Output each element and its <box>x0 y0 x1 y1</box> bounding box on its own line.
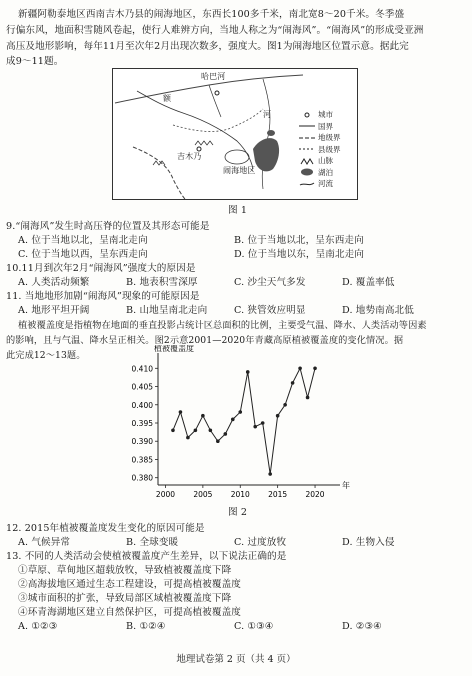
city-habahe <box>215 91 219 95</box>
x-tick-label: 2005 <box>193 490 213 499</box>
data-point <box>306 396 310 400</box>
x-tick-label: 2000 <box>155 490 176 499</box>
y-tick-label: 0.390 <box>131 437 153 447</box>
legend-lake: 湖泊 <box>318 167 333 177</box>
y-tick-label: 0.410 <box>131 364 153 374</box>
y-tick-label: 0.395 <box>131 419 153 428</box>
q10-option-c[interactable]: C. 沙尘天气多发 <box>234 277 306 288</box>
legend-county-border: 县级界 <box>318 144 341 154</box>
intro-line-4: 成9～11题。 <box>6 56 64 67</box>
data-point <box>209 428 213 432</box>
intro-line-2: 行偏东风，地面积雪随风卷起，使行人难辨方向，当地人称之为“闹海风”。“闹海风”的形成受亚洲 <box>6 25 424 36</box>
data-point <box>261 421 265 425</box>
q12-option-d[interactable]: D. 生物入侵 <box>342 537 395 548</box>
q13-statement-1: ①草原、草甸地区超载放牧，导致植被覆盖度下降 <box>18 565 232 576</box>
legend-river: 河流 <box>318 179 333 189</box>
q10-stem: 10.11月到次年2月“闹海风”强度大的原因是 <box>6 263 196 274</box>
q11-option-b[interactable]: B. 山地呈南北走向 <box>126 305 208 316</box>
q12-option-b[interactable]: B. 全球变暖 <box>126 537 179 548</box>
data-point <box>291 381 295 385</box>
data-point <box>298 366 302 370</box>
lake-small <box>267 130 275 136</box>
q12-option-a[interactable]: A. 气候异常 <box>18 537 71 548</box>
q13-option-a[interactable]: A. ①②③ <box>18 621 58 632</box>
q9-option-a[interactable]: A. 位于当地以北，呈南北走向 <box>18 235 148 246</box>
data-point <box>313 366 317 370</box>
data-point <box>186 436 190 440</box>
figure-1-caption: 图 1 <box>228 205 248 216</box>
intro2-line-2: 的影响，且与气温、降水呈正相关。图2示意2001—2020年青藏高原植被覆盖度的变化情况。据 <box>6 335 404 346</box>
data-point <box>231 418 235 422</box>
y-tick-label: 0.385 <box>131 455 153 465</box>
data-point <box>283 403 287 407</box>
data-point <box>238 410 242 414</box>
data-point <box>216 439 220 443</box>
q9-option-c[interactable]: C. 位于当地以西，呈东西走向 <box>18 249 148 260</box>
x-tick-label: 2010 <box>230 490 250 499</box>
y-axis-title: 植被覆盖度 <box>154 345 194 353</box>
q12-stem: 12. 2015年植被覆盖度发生变化的原因可能是 <box>6 523 205 534</box>
q10-option-d[interactable]: D. 覆盖率低 <box>342 277 395 288</box>
data-point <box>224 432 228 436</box>
q13-option-d[interactable]: D. ②③④ <box>342 621 382 632</box>
data-point <box>179 410 183 414</box>
map-legend <box>299 109 341 190</box>
y-tick-label: 0.405 <box>131 382 153 392</box>
data-point <box>201 414 205 418</box>
label-habahe: 哈巴河 <box>201 72 226 81</box>
q11-option-a[interactable]: A. 地形平坦开阔 <box>18 305 90 316</box>
q9-stem: 9.“闹海风”发生时高压脊的位置及其形态可能是 <box>6 221 210 232</box>
q11-option-c[interactable]: C. 狭管效应明显 <box>234 305 306 316</box>
intro2-line-3: 此完成12～13题。 <box>6 350 86 361</box>
river-habahe <box>209 85 221 117</box>
x-axis-title: 年 <box>342 481 350 490</box>
q13-option-b[interactable]: B. ①②④ <box>126 621 166 632</box>
chart-svg <box>118 345 358 505</box>
naohai-area <box>225 150 249 164</box>
q11-stem: 11. 当地地形加剧“闹海风”现象的可能原因是 <box>6 291 200 302</box>
q13-option-c[interactable]: C. ①③④ <box>234 621 274 632</box>
q10-option-a[interactable]: A. 人类活动频繁 <box>18 277 90 288</box>
label-naohai: 闹海地区 <box>223 166 256 175</box>
legend-city: 城市 <box>318 110 333 120</box>
label-jimunai: 吉木乃 <box>177 152 202 161</box>
y-tick-label: 0.380 <box>131 473 153 483</box>
data-point <box>246 370 250 374</box>
intro2-line-1: 植被覆盖度是指植物在地面的垂直投影占统计区总面积的比例，主要受气温、降水、人类活动等因素 <box>18 320 427 331</box>
location-map <box>112 68 358 200</box>
page-footer: 地理试卷第 2 页（共 4 页） <box>176 654 296 665</box>
data-point <box>253 425 257 429</box>
q11-option-d[interactable]: D. 地势南高北低 <box>342 305 414 316</box>
data-point <box>171 428 175 432</box>
label-ertix: 额 <box>163 94 172 103</box>
q13-stem: 13. 不同的人类活动会使植被覆盖度产生差异，以下说法正确的是 <box>6 551 287 562</box>
intro-line-3: 高压及地形影响，每年11月至次年2月出现次数多，强度大。图1为闹海地区位置示意。据此完 <box>6 41 409 52</box>
lake-large <box>253 138 279 171</box>
label-river2: 河 <box>263 110 272 119</box>
legend-national-border: 国界 <box>318 121 333 131</box>
q12-option-c[interactable]: C. 过度放牧 <box>234 537 287 548</box>
intro-line-1: 新疆阿勒泰地区西南吉木乃县的闹海地区，东西长100多千米，南北宽8～20千米。冬季盛 <box>18 9 405 20</box>
q10-option-b[interactable]: B. 地表积雪深厚 <box>126 277 198 288</box>
x-tick-label: 2015 <box>268 490 288 499</box>
figure-2-caption: 图 2 <box>228 507 248 518</box>
data-point <box>194 428 198 432</box>
q13-statement-3: ③城市面积的扩张，导致局部区域植被覆盖度下降 <box>18 593 232 604</box>
legend-mountain: 山脉 <box>318 156 333 166</box>
legend-prefecture-border: 地级界 <box>318 133 341 143</box>
q9-option-b[interactable]: B. 位于当地以北，呈东西走向 <box>234 235 364 246</box>
q13-statement-4: ④环青海湖地区建立自然保护区，可提高植被覆盖度 <box>18 607 241 618</box>
x-tick-label: 2020 <box>305 490 325 499</box>
vegetation-chart <box>118 345 358 505</box>
q13-statement-2: ②高海拔地区通过生态工程建设，可提高植被覆盖度 <box>18 579 241 590</box>
data-point <box>268 472 272 476</box>
y-tick-label: 0.400 <box>131 400 153 410</box>
q9-option-d[interactable]: D. 位于当地以东，呈南北走向 <box>234 249 365 260</box>
data-point <box>276 414 280 418</box>
